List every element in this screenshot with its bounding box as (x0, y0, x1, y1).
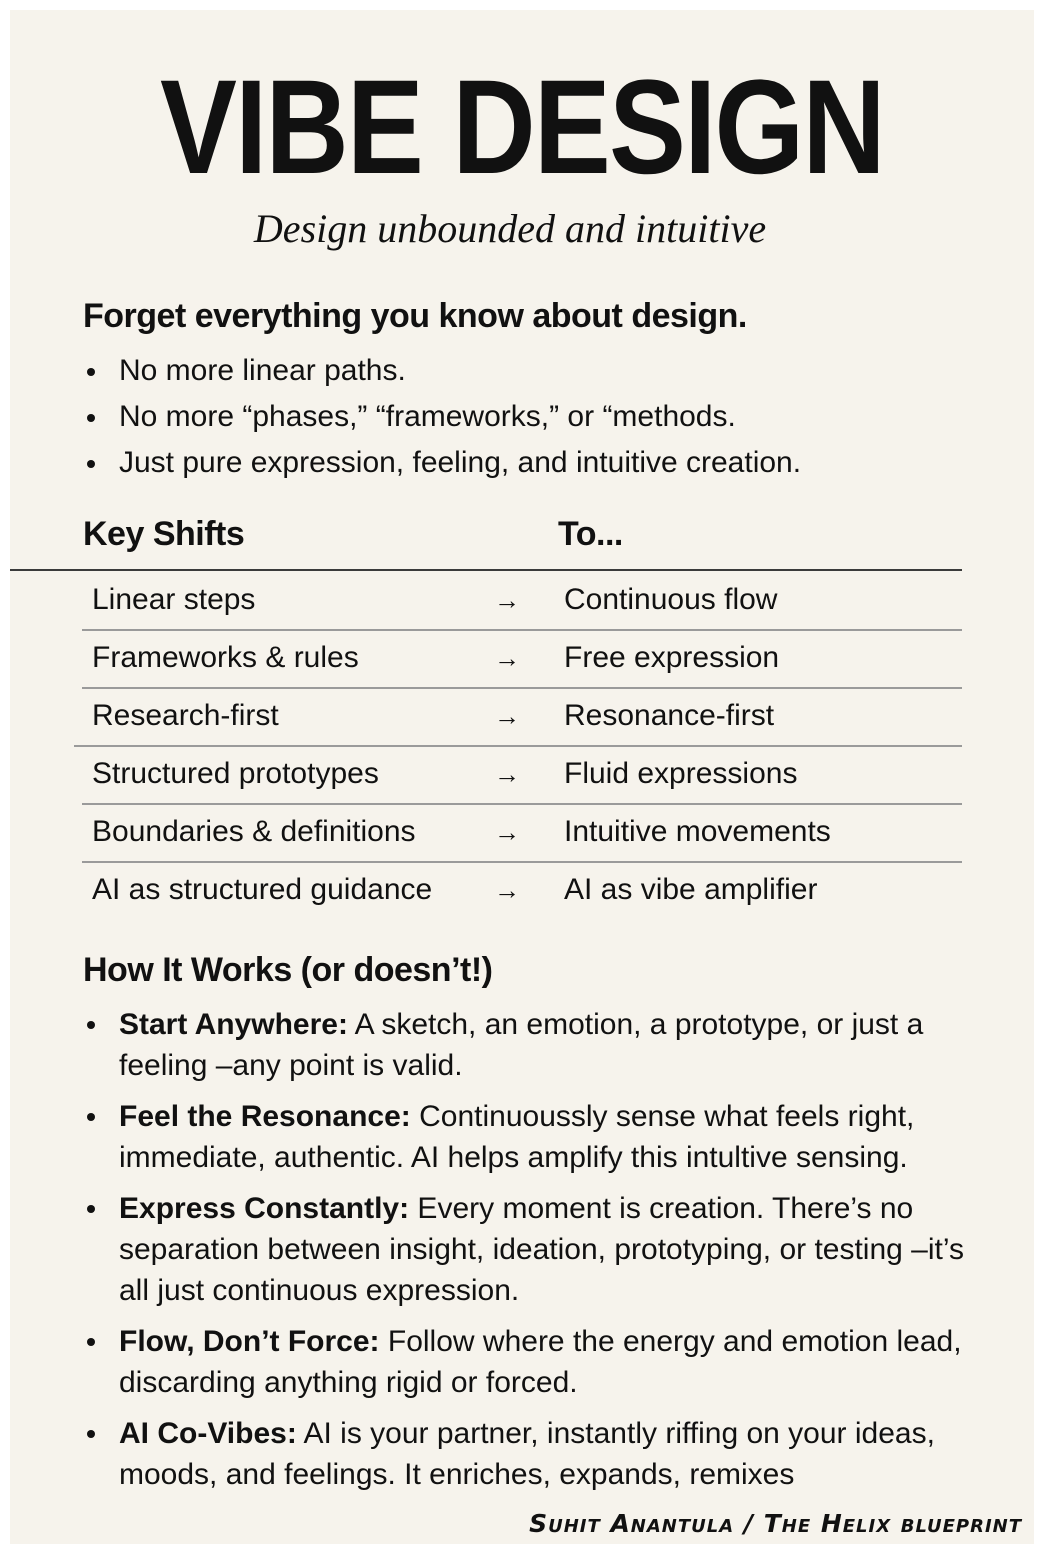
poster-title: VIBE DESIGN (160, 53, 884, 202)
how-it-works-item (83, 1188, 993, 1311)
how-it-works-list (83, 1004, 993, 1505)
arrow-right-icon: → (494, 585, 520, 615)
author-signature: Suhit Anantula / The Helix blueprint (529, 1509, 1022, 1538)
intro-bullet: No more “phases,” “frameworks,” or “methods. (83, 398, 801, 444)
shift-to: Resonance-first (564, 699, 775, 732)
shift-from: Frameworks & rules (92, 641, 359, 674)
shift-row (82, 629, 962, 689)
shift-row (82, 745, 962, 805)
item-text: A sketch, an emotion, a prototype, or just a feeling –any point is valid. (119, 1008, 924, 1082)
item-text: Continuoussly sense what feels right, immediate, authentic. AI helps amplify this intultive sensing. (119, 1100, 915, 1174)
item-text: AI is your partner, instantly riffing on your ideas, moods, and feelings. It enriches, expands, remixes (119, 1417, 935, 1491)
arrow-right-icon: → (494, 759, 520, 789)
shift-to: Continuous flow (564, 583, 778, 616)
item-label: Feel the Resonance: (119, 1100, 411, 1133)
item-label: Express Constantly: (119, 1192, 410, 1225)
shift-to: Free expression (564, 641, 780, 674)
how-it-works-item (83, 1096, 993, 1178)
arrow-right-icon: → (494, 817, 520, 847)
shift-row (74, 687, 962, 747)
shift-to: Fluid expressions (564, 757, 798, 790)
intro-bullet: No more linear paths. (83, 352, 801, 398)
arrow-right-icon: → (494, 875, 520, 905)
shift-from: Linear steps (92, 583, 256, 616)
item-text: Every moment is creation. There’s no separation between insight, ideation, prototyping, or testing –it’s all just continuous expression. (119, 1192, 964, 1307)
arrow-right-icon: → (494, 643, 520, 673)
arrow-right-icon: → (494, 701, 520, 731)
item-label: Flow, Don’t Force: (119, 1325, 380, 1358)
item-text: Follow where the energy and emotion lead, discarding anything rigid or forced. (119, 1325, 962, 1399)
how-it-works-item (83, 1413, 993, 1495)
shift-row (82, 861, 962, 919)
how-it-works-item (83, 1004, 993, 1086)
shift-from: Boundaries & definitions (92, 815, 416, 848)
how-it-works-heading: How It Works (or doesn’t!) (83, 951, 493, 989)
shifts-header-to: To... (558, 515, 623, 553)
shift-to: Intuitive movements (564, 815, 831, 848)
shift-from: Research-first (92, 699, 279, 732)
shift-from: AI as structured guidance (92, 873, 433, 906)
shift-to: AI as vibe amplifier (564, 873, 818, 906)
intro-bullet-list (83, 352, 801, 490)
shift-from: Structured prototypes (92, 757, 379, 790)
item-label: Start Anywhere: (119, 1008, 348, 1041)
shift-row (82, 571, 962, 631)
poster-subtitle: Design unbounded and intuitive (253, 206, 767, 251)
shift-row (82, 803, 962, 863)
item-label: AI Co-Vibes: (119, 1417, 297, 1450)
how-it-works-item (83, 1321, 993, 1403)
intro-bullet: Just pure expression, feeling, and intuitive creation. (83, 444, 801, 490)
intro-heading: Forget everything you know about design. (83, 297, 747, 335)
shifts-header-from: Key Shifts (83, 515, 245, 553)
